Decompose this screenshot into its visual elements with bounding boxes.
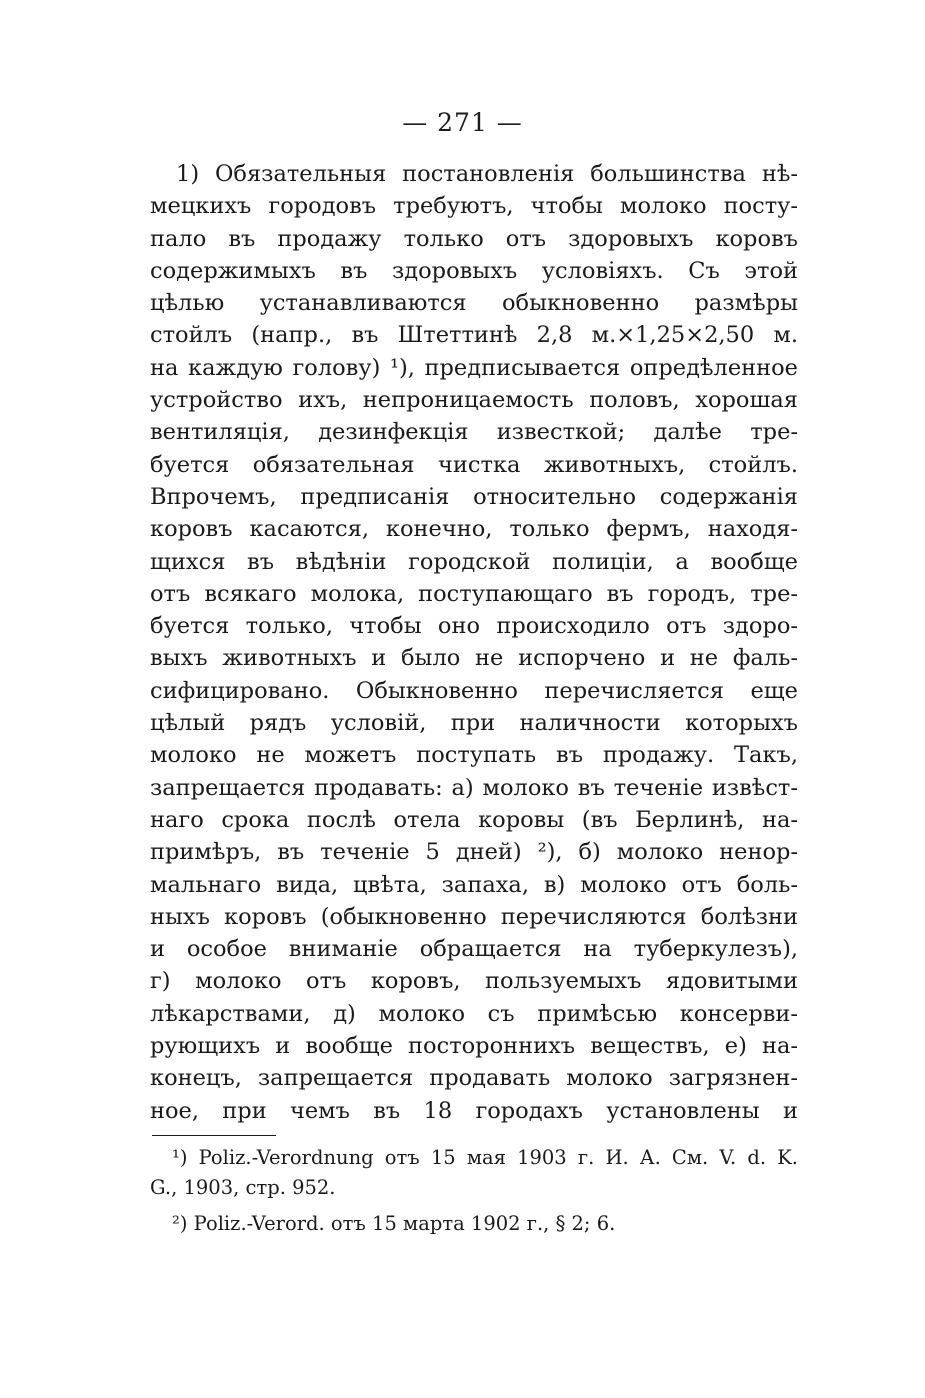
text-line: рующихъ и вообще постороннихъ веществъ, е) на- — [150, 1033, 798, 1060]
footnotes — [150, 1143, 798, 1239]
text-line: стойлъ (напр., въ Штеттинѣ 2,8 м.×1,25×2,50 м. — [150, 322, 798, 349]
text-line: сифицировано. Обыкновенно перечисляется еще — [150, 677, 798, 704]
footnote-1-line-1: ¹) Poliz.-Verordnung отъ 15 мая 1903 г. И. А. См. V. d. K. — [172, 1146, 798, 1169]
text-line: щихся въ вѣдѣніи городской полиціи, а вообще — [150, 548, 798, 575]
text-line: мецкихъ городовъ требуютъ, чтобы молоко посту- — [150, 193, 798, 220]
text-line: содержимыхъ въ здоровыхъ условіяхъ. Съ этой — [150, 257, 798, 284]
text-line: вентиляція, дезинфекція известкой; далѣе тре- — [150, 419, 798, 446]
text-line: буется обязательная чистка животныхъ, стойлъ. — [150, 451, 798, 478]
text-line: 1) Обязательныя постановленія большинства нѣ- — [176, 161, 798, 187]
text-line: Впрочемъ, предписанія относительно содержанія — [150, 483, 798, 510]
text-line: устройство ихъ, непроницаемость половъ, хорошая — [150, 387, 798, 414]
text-line: лѣкарствами, д) молоко съ примѣсью консерви- — [150, 1000, 798, 1027]
text-line: молоко не можетъ поступать въ продажу. Такъ, — [150, 742, 798, 769]
text-line: г) молоко отъ коровъ, пользуемыхъ ядовитыми — [150, 968, 798, 995]
text-line: пало въ продажу только отъ здоровыхъ коровъ — [150, 225, 798, 252]
page-number: — 271 — — [402, 108, 523, 137]
text-line: цѣлью устанавливаются обыкновенно размѣры — [150, 290, 798, 317]
text-line: выхъ животныхъ и было не испорчено и не фаль- — [150, 645, 798, 672]
text-line: примѣръ, въ теченіе 5 дней) ²), б) молоко ненор- — [150, 839, 798, 866]
text-line: отъ всякаго молока, поступающаго въ городъ, тре- — [150, 580, 798, 607]
body-text — [150, 158, 798, 1127]
text-line: коровъ касаются, конечно, только фермъ, находя- — [150, 516, 798, 543]
text-line: наго срока послѣ отела коровы (въ Берлинѣ, на- — [150, 806, 798, 833]
footnote-separator — [152, 1135, 276, 1136]
text-line: ное, при чемъ въ 18 городахъ установлены и — [150, 1097, 798, 1124]
text-line: мальнаго вида, цвѣта, запаха, в) молоко отъ боль- — [150, 871, 798, 898]
footnote-2-line-1: ²) Poliz.-Verord. отъ 15 марта 1902 г., § 2; 6. — [172, 1212, 616, 1235]
text-line: буется только, чтобы оно происходило отъ здоро- — [150, 613, 798, 640]
text-line: и особое вниманіе обращается на туберкулезъ), — [150, 936, 798, 963]
text-line: цѣлый рядъ условій, при наличности которыхъ — [150, 710, 798, 737]
footnote-1-line-2: G., 1903, стр. 952. — [150, 1176, 336, 1199]
text-line: конецъ, запрещается продавать молоко загрязнен- — [150, 1065, 798, 1092]
text-line: на каждую голову) ¹), предписывается опредѣленное — [150, 354, 798, 381]
text-line: запрещается продавать: а) молоко въ теченіе извѣст- — [150, 774, 798, 801]
text-line: ныхъ коровъ (обыкновенно перечисляются болѣзни — [150, 903, 798, 930]
